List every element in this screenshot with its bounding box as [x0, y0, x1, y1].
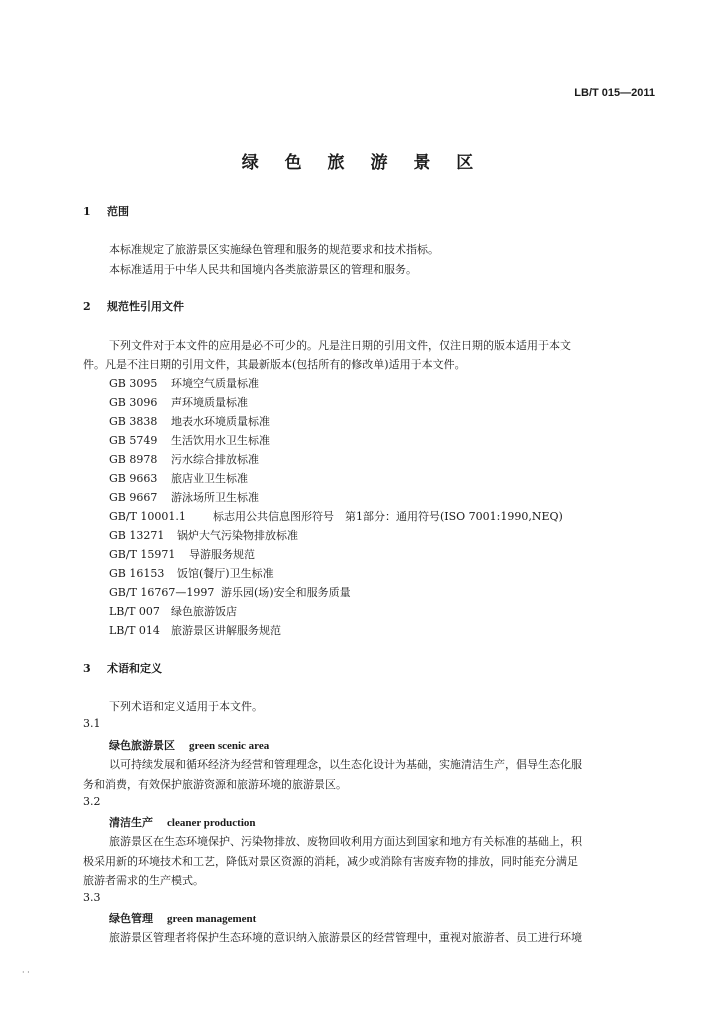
- references-intro-line-1: 下列文件对于本文件的应用是必不可少的。凡是注日期的引用文件，仅注日期的版本适用于本文: [109, 339, 571, 352]
- term-zh: 绿色旅游景区: [109, 739, 175, 752]
- reference-code: GB 16153: [109, 567, 165, 580]
- reference-title: 锅炉大气污染物排放标准: [177, 529, 298, 542]
- term-zh: 绿色管理: [109, 912, 153, 925]
- reference-item: [109, 394, 248, 410]
- reference-item: [109, 546, 255, 562]
- reference-item: [109, 622, 281, 638]
- reference-code: GB 8978: [109, 453, 158, 466]
- term-number: 3.1: [83, 717, 101, 730]
- reference-code: LB/T 007: [109, 605, 160, 618]
- reference-item: [109, 451, 259, 467]
- terms-intro: 下列术语和定义适用于本文件。: [109, 700, 263, 713]
- reference-title: 旅游景区讲解服务规范: [171, 624, 281, 637]
- reference-code: GB 13271: [109, 529, 165, 542]
- scan-speck: · ·: [22, 968, 30, 977]
- reference-code: GB 3095: [109, 377, 158, 390]
- reference-code: LB/T 014: [109, 624, 160, 637]
- reference-item: [109, 413, 270, 429]
- section-number: 2: [83, 300, 91, 313]
- term-definition-line: 务和消费，有效保护旅游资源和旅游环境的旅游景区。: [83, 778, 347, 791]
- reference-item: [109, 527, 298, 543]
- term-number: 3.2: [83, 795, 101, 808]
- section-title: 规范性引用文件: [107, 300, 184, 313]
- reference-code: GB/T 10001.1: [109, 510, 186, 523]
- reference-code: GB 5749: [109, 434, 158, 447]
- reference-item: [109, 603, 237, 619]
- reference-item: [109, 584, 351, 600]
- reference-title: 游泳场所卫生标准: [171, 491, 259, 504]
- reference-title: 游乐园(场)安全和服务质量: [221, 586, 351, 599]
- reference-code: GB 9667: [109, 491, 158, 504]
- reference-title: 饭馆(餐厅)卫生标准: [177, 567, 274, 580]
- section-number: 3: [83, 662, 91, 675]
- term-definition-line: 极采用新的环境技术和工艺，降低对景区资源的消耗，减少或消除有害废弃物的排放，同时能充分满足: [83, 855, 578, 868]
- reference-title: 环境空气质量标准: [171, 377, 259, 390]
- reference-item: [109, 375, 259, 391]
- reference-item: [109, 432, 270, 448]
- reference-title: 声环境质量标准: [171, 396, 248, 409]
- section-heading-terms-and-definitions: [83, 660, 162, 676]
- reference-title: 污水综合排放标准: [171, 453, 259, 466]
- reference-code: GB/T 16767—1997: [109, 586, 215, 599]
- reference-title: 旅店业卫生标准: [171, 472, 248, 485]
- term-heading: [109, 814, 256, 830]
- term-en: green scenic area: [189, 740, 270, 752]
- term-zh: 清洁生产: [109, 816, 153, 829]
- reference-item: [109, 565, 274, 581]
- document-title: 绿 色 旅 游 景 区: [241, 153, 484, 173]
- term-definition-line: 旅游者需求的生产模式。: [83, 874, 204, 887]
- term-heading: [109, 910, 256, 926]
- reference-item: [109, 489, 259, 505]
- reference-title: 标志用公共信息图形符号 第1部分：通用符号(ISO 7001:1990,NEQ): [213, 510, 563, 523]
- reference-title: 导游服务规范: [189, 548, 255, 561]
- term-en: green management: [167, 913, 257, 925]
- section-heading-normative-references: [83, 298, 184, 314]
- reference-title: 地表水环境质量标准: [171, 415, 270, 428]
- term-en: cleaner production: [167, 817, 256, 829]
- term-definition-line: 旅游景区在生态环境保护、污染物排放、废物回收利用方面达到国家和地方有关标准的基础上，积: [109, 835, 582, 848]
- standard-number: LB/T 015—2011: [574, 87, 655, 99]
- section-number: 1: [83, 205, 91, 218]
- section-title: 范围: [107, 205, 129, 218]
- reference-title: 生活饮用水卫生标准: [171, 434, 270, 447]
- section-heading-scope: [83, 203, 129, 219]
- reference-title: 绿色旅游饭店: [171, 605, 237, 618]
- term-heading: [109, 737, 269, 753]
- scope-paragraph-1: 本标准规定了旅游景区实施绿色管理和服务的规范要求和技术指标。: [109, 243, 439, 256]
- reference-code: GB 3096: [109, 396, 158, 409]
- reference-code: GB/T 15971: [109, 548, 176, 561]
- reference-code: GB 9663: [109, 472, 158, 485]
- section-title: 术语和定义: [107, 662, 162, 675]
- reference-item: [109, 508, 563, 524]
- reference-code: GB 3838: [109, 415, 158, 428]
- references-intro-line-2: 件。凡是不注日期的引用文件，其最新版本(包括所有的修改单)适用于本文件。: [83, 358, 466, 371]
- scope-paragraph-2: 本标准适用于中华人民共和国境内各类旅游景区的管理和服务。: [109, 263, 417, 276]
- term-number: 3.3: [83, 891, 101, 904]
- reference-item: [109, 470, 248, 486]
- term-definition-line: 旅游景区管理者将保护生态环境的意识纳入旅游景区的经营管理中，重视对旅游者、员工进行环境: [109, 931, 582, 944]
- term-definition-line: 以可持续发展和循环经济为经营和管理理念，以生态化设计为基础，实施清洁生产，倡导生态化服: [109, 758, 582, 771]
